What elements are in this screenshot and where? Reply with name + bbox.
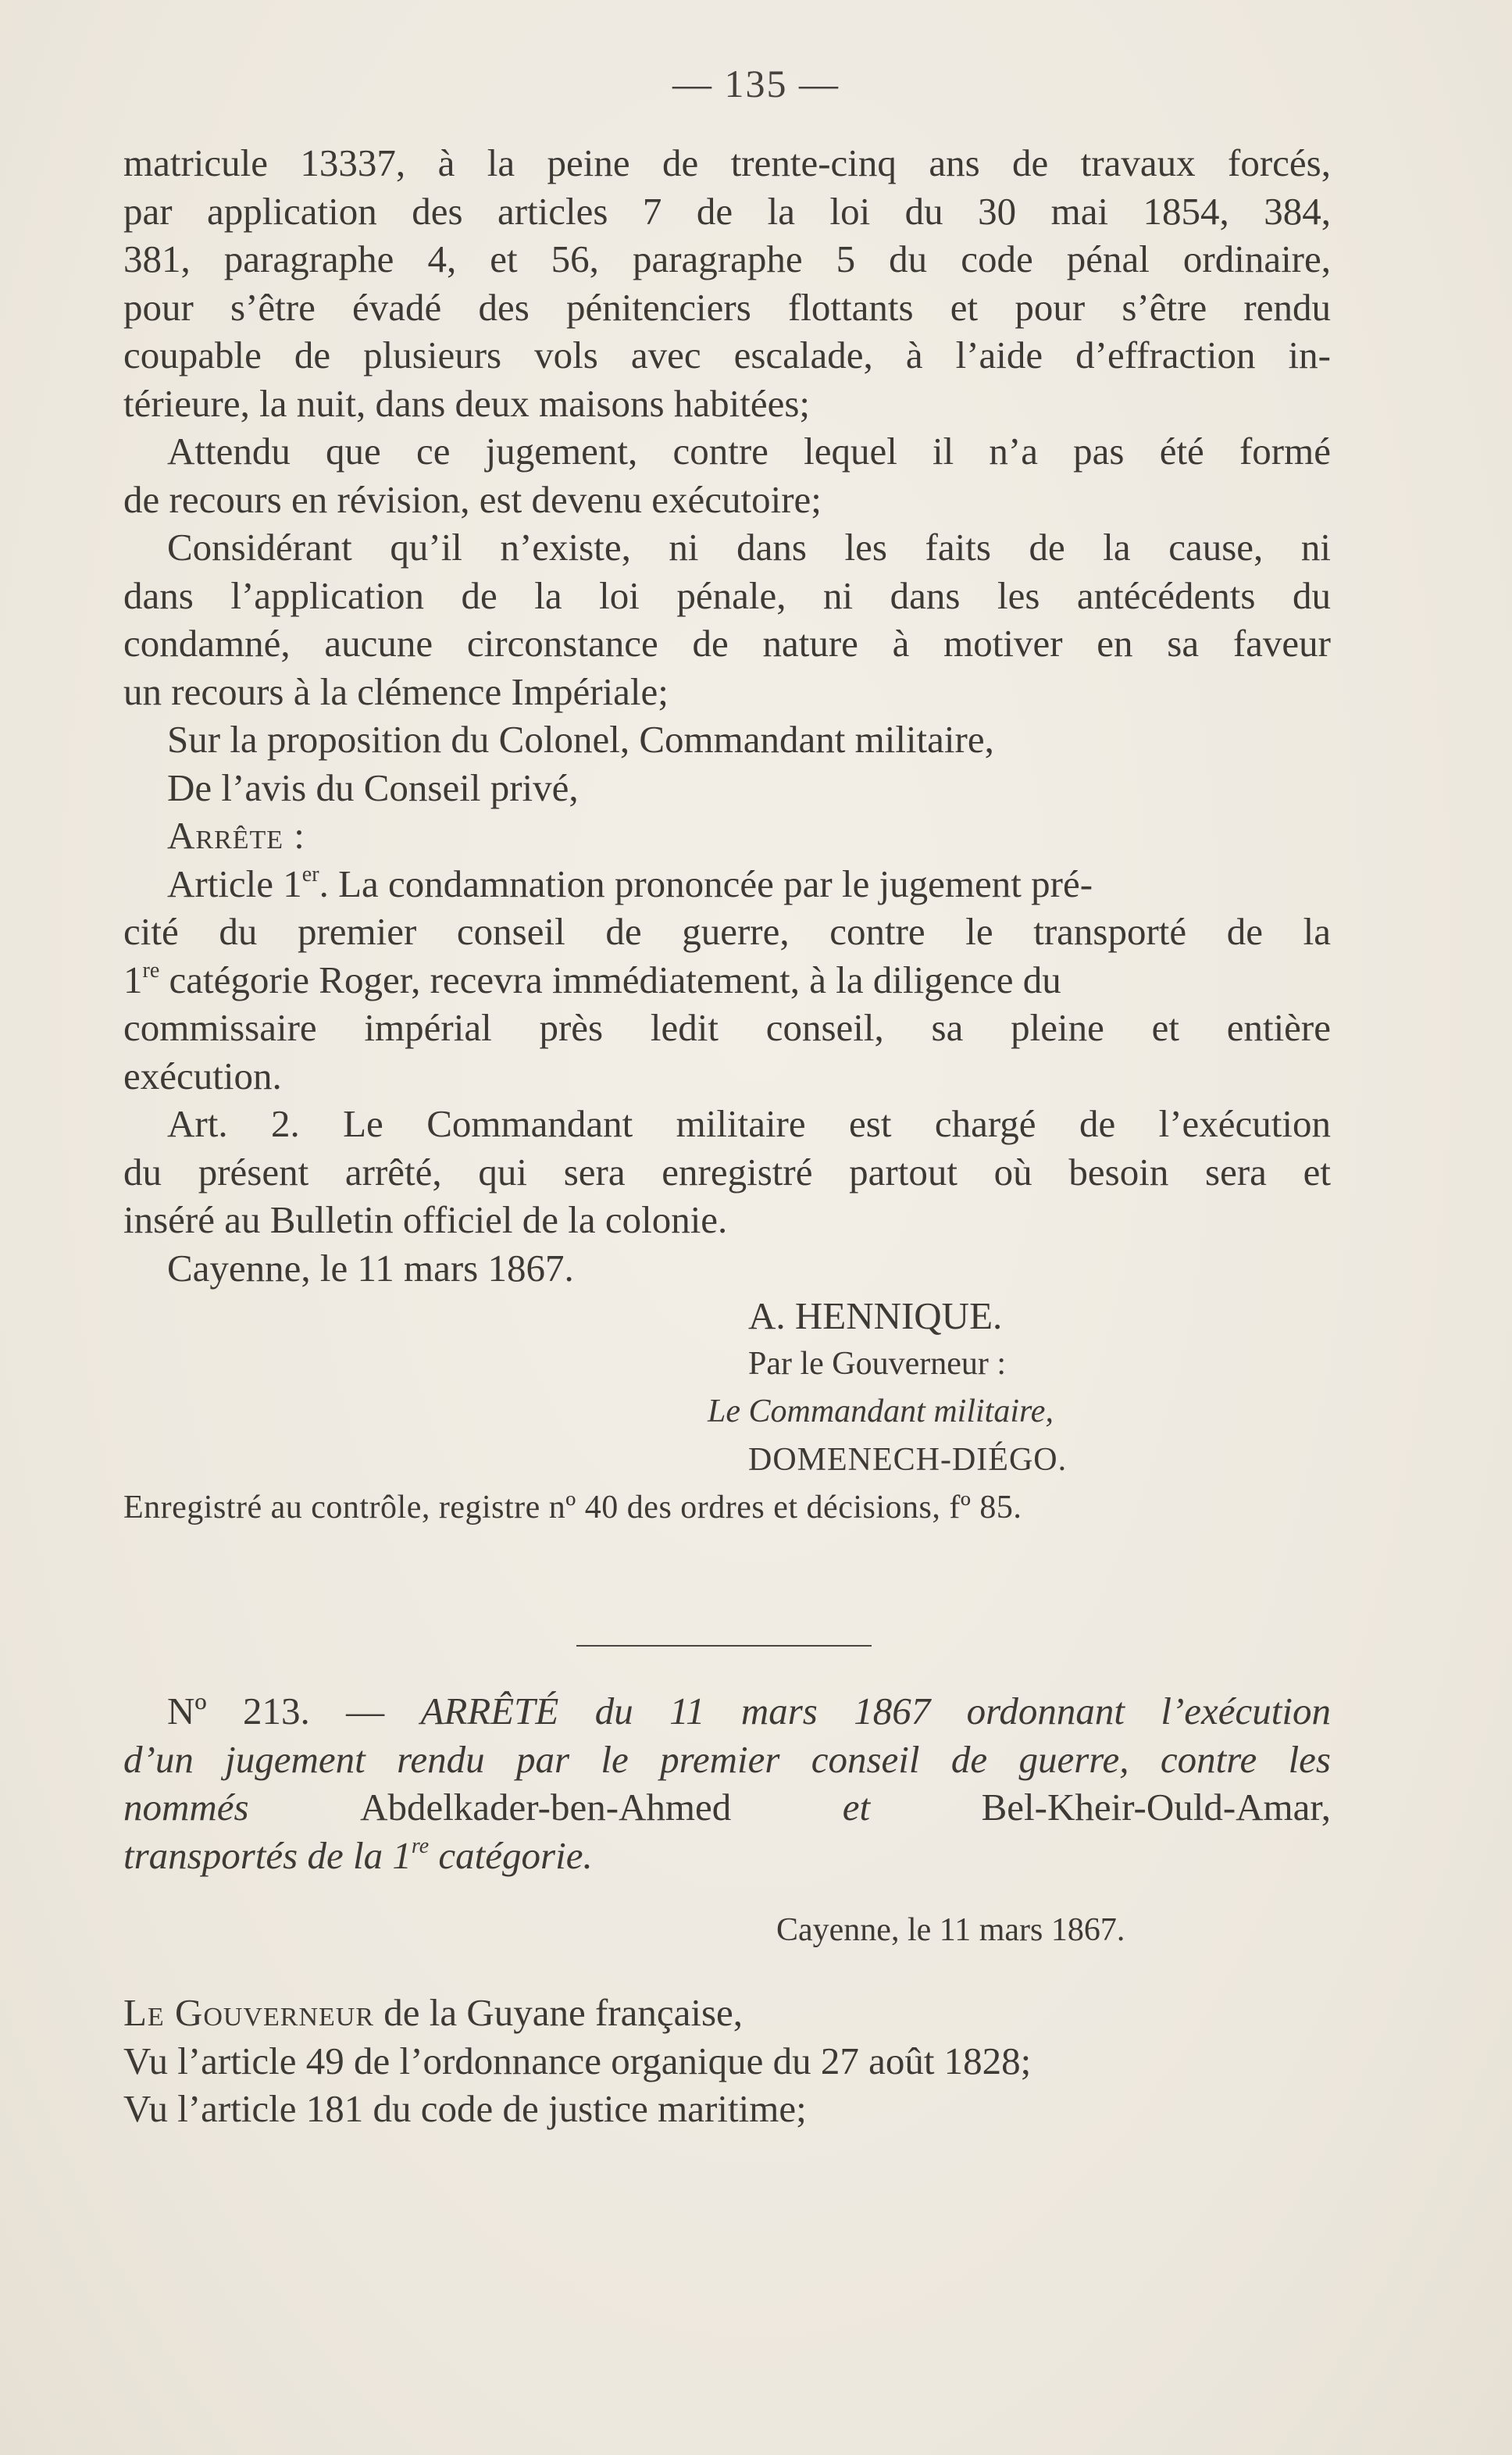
governor-text: de la Guyane française, bbox=[374, 1991, 744, 2034]
decree-heading-line bbox=[123, 1832, 1331, 1880]
article-1-text: . La condamnation prononcée par le jugement pré- bbox=[319, 862, 1093, 905]
second-decree bbox=[123, 1687, 1331, 2133]
signature-by: Par le Gouverneur : bbox=[748, 1345, 1007, 1382]
signature-official: DOMENECH-DIÉGO. bbox=[748, 1441, 1068, 1478]
signature-title: Le Commandant militaire, bbox=[708, 1393, 1054, 1429]
text-line: térieure, la nuit, dans deux maisons habitées; bbox=[123, 381, 811, 425]
text-line: Vu l’article 49 de l’ordonnance organique du 27 août 1828; bbox=[123, 2039, 1032, 2082]
text-line: dans l’application de la loi pénale, ni dans les antécédents du bbox=[123, 573, 1331, 617]
text-line: condamné, aucune circonstance de nature à motiver en sa faveur bbox=[123, 622, 1331, 665]
article-1-label: Article 1 bbox=[167, 862, 302, 905]
heading-word: transportés de la 1 bbox=[123, 1833, 412, 1877]
decree-date: Cayenne, le 11 mars 1867. bbox=[776, 1912, 1125, 1948]
ordinal-sup: re bbox=[142, 958, 160, 983]
governor-line bbox=[123, 1989, 1331, 2037]
text-line: Vu l’article 181 du code de justice maritime; bbox=[123, 2087, 807, 2130]
decree-body bbox=[123, 139, 1331, 1533]
text-line: exécution. bbox=[123, 1054, 282, 1097]
governor-label: Le Gouverneur bbox=[123, 1991, 374, 2034]
separator-rule bbox=[576, 1645, 872, 1647]
text-line: du présent arrêté, qui sera enregistré partout où besoin sera et bbox=[123, 1150, 1331, 1194]
spacer bbox=[123, 1957, 1331, 1989]
heading-word: et bbox=[842, 1786, 982, 1829]
text-line: par application des articles 7 de la loi du 30 mai 1854, 384, bbox=[123, 189, 1331, 233]
text-line: matricule 13337, à la peine de trente-cinq ans de travaux forcés, bbox=[123, 141, 1331, 184]
registration-line: Enregistré au contrôle, registre nº 40 des ordres et décisions, fº 85. bbox=[123, 1490, 1022, 1525]
arrete-label: Arrête : bbox=[167, 814, 305, 857]
text-line: pour s’être évadé des pénitenciers flottants et pour s’être rendu bbox=[123, 285, 1331, 329]
ordinal-sup: re bbox=[411, 1833, 430, 1858]
person-name: Bel-Kheir-Ould-Amar, bbox=[981, 1786, 1332, 1829]
category-text: catégorie Roger, recevra immédiatement, à la diligence du bbox=[159, 958, 1061, 1001]
text-line: Attendu que ce jugement, contre lequel il n’a pas été formé bbox=[167, 430, 1331, 473]
category-number: 1 bbox=[123, 958, 143, 1001]
text-line: un recours à la clémence Impériale; bbox=[123, 669, 669, 713]
page-number: — 135 — bbox=[672, 62, 840, 105]
signature-name: A. HENNIQUE. bbox=[748, 1294, 1003, 1337]
text-line: De l’avis du Conseil privé, bbox=[167, 765, 579, 809]
text-line: inséré au Bulletin officiel de la colonie. bbox=[123, 1198, 728, 1241]
text-line: 381, paragraphe 4, et 56, paragraphe 5 du code pénal ordinaire, bbox=[123, 237, 1331, 280]
date-line: Cayenne, le 11 mars 1867. bbox=[167, 1246, 574, 1290]
decree-heading-line bbox=[123, 1687, 1331, 1736]
decree-heading-text: ARRÊTÉ du 11 mars 1867 ordonnant l’exécution bbox=[420, 1690, 1331, 1732]
heading-word: catégorie. bbox=[429, 1833, 593, 1877]
text-line: Sur la proposition du Colonel, Commandant militaire, bbox=[167, 718, 994, 761]
text-line: coupable de plusieurs vols avec escalade, à l’aide d’effraction in- bbox=[123, 334, 1331, 376]
person-name: Abdelkader-ben-Ahmed bbox=[360, 1786, 843, 1829]
text-line bbox=[123, 956, 1331, 1004]
text-line: cité du premier conseil de guerre, contre le transporté de la bbox=[123, 910, 1331, 953]
decree-heading-line bbox=[123, 1783, 1331, 1832]
decree-heading-line: d’un jugement rendu par le premier conseil de guerre, contre les bbox=[123, 1737, 1331, 1781]
article-1-line bbox=[123, 860, 1331, 908]
text-line: commissaire impérial près ledit conseil, sa pleine et entière bbox=[123, 1006, 1331, 1049]
decree-number: Nº 213. — bbox=[167, 1690, 421, 1732]
ordinal-sup: er bbox=[301, 862, 319, 887]
text-line: Art. 2. Le Commandant militaire est chargé de l’exécution bbox=[167, 1102, 1331, 1145]
text-line: de recours en révision, est devenu exécutoire; bbox=[123, 477, 822, 521]
text-line: Considérant qu’il n’existe, ni dans les faits de la cause, ni bbox=[167, 526, 1331, 569]
heading-word: nommés bbox=[123, 1786, 361, 1829]
